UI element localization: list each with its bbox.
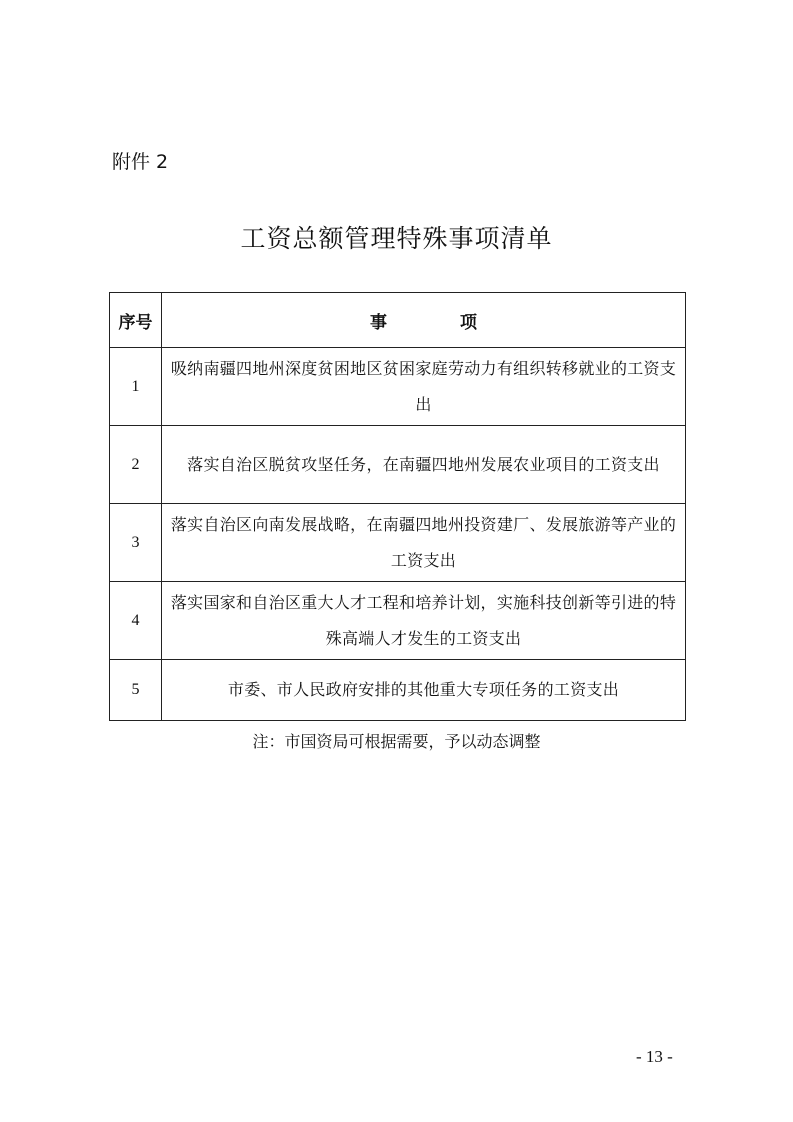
- special-items-table: [109, 292, 686, 721]
- header-items: [162, 293, 686, 348]
- row-number: 5: [110, 660, 162, 721]
- document-title: 工资总额管理特殊事项清单: [240, 224, 553, 253]
- row-item: [162, 504, 686, 582]
- table-row: [110, 660, 686, 721]
- header-serial-number: 序号: [110, 293, 162, 348]
- table-header-row: [110, 293, 686, 348]
- row-item-text: 市委、市人民政府安排的其他重大专项任务的工资支出: [227, 680, 620, 699]
- table-row: [110, 426, 686, 504]
- row-item-text: 吸纳南疆四地州深度贫困地区贫困家庭劳动力有组织转移就业的工资支出: [170, 358, 677, 414]
- page-number: - 13 -: [636, 1047, 673, 1066]
- row-item: [162, 426, 686, 504]
- row-number: 2: [110, 426, 162, 504]
- row-item-text: 落实自治区向南发展战略，在南疆四地州投资建厂、发展旅游等产业的工资支出: [170, 514, 677, 570]
- table-note: 注：市国资局可根据需要，予以动态调整: [252, 732, 541, 751]
- row-number: 3: [110, 504, 162, 582]
- row-item: [162, 582, 686, 660]
- table-row: [110, 582, 686, 660]
- table-row: [110, 504, 686, 582]
- row-item: [162, 660, 686, 721]
- header-items-label: 事 项: [370, 312, 505, 333]
- row-number: 4: [110, 582, 162, 660]
- row-item: [162, 348, 686, 426]
- attachment-label: 附件 2: [112, 151, 169, 173]
- row-item-text: 落实自治区脱贫攻坚任务，在南疆四地州发展农业项目的工资支出: [187, 454, 660, 474]
- row-item-text: 落实国家和自治区重大人才工程和培养计划，实施科技创新等引进的特殊高端人才发生的工资支出: [170, 592, 677, 648]
- table-row: [110, 348, 686, 426]
- row-number: 1: [110, 348, 162, 426]
